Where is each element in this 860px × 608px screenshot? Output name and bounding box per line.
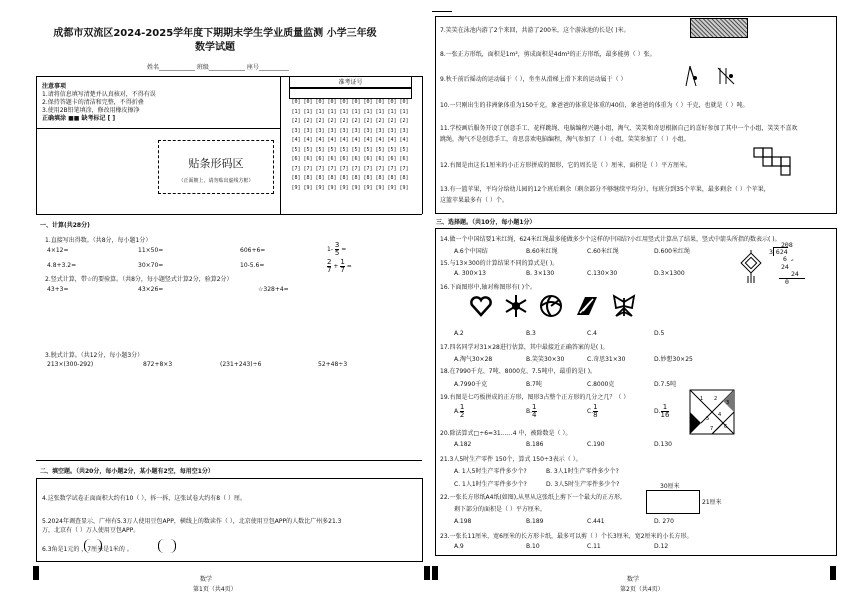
exam-digit-bubble[interactable]: [9] bbox=[375, 184, 385, 191]
q19-option-b[interactable]: B. $\frac{1}{4}$ bbox=[526, 403, 537, 419]
exam-digit-bubble[interactable]: [1] bbox=[327, 108, 337, 115]
q16-text: 16.下面图形中,轴对称图形有( )个。 bbox=[440, 284, 537, 291]
exam-digit-bubble[interactable]: [0] bbox=[363, 99, 373, 105]
swirl-icon bbox=[539, 294, 563, 318]
exam-digit-bubble[interactable]: [6] bbox=[291, 156, 301, 162]
barcode-note: （正面朝上，请勿贴出虚线方框） bbox=[178, 178, 254, 184]
q22-option-b[interactable]: B.189 bbox=[526, 518, 544, 525]
exam-digit-bubble[interactable]: [9] bbox=[363, 184, 373, 191]
q5-text-line1: 5.2024年调查显示，广州有5.3万人使用豆包APP，横线上的数读作（ ），北京使用豆包APP的人数比广州多21.3 bbox=[42, 518, 342, 525]
footer-page: 第2页（共4页） bbox=[620, 586, 664, 593]
q13-text-line1: 13.有一篮苹果，平均分给幼儿园的12个班后剩余（剩余部分不够继续平均分），每班分到35个苹果，最多剩余（ ）个苹果， bbox=[440, 186, 770, 193]
exam-digit-bubble[interactable]: [5] bbox=[363, 146, 373, 153]
q22-width-label: 30厘米 bbox=[660, 483, 680, 490]
q17-text: 17.四名同学对31×28进行估算，其中最接近正确答案的是( )。 bbox=[440, 344, 609, 351]
q3-item-4: 52+48÷3 bbox=[318, 361, 348, 368]
alignment-mark-left bbox=[432, 566, 438, 580]
exam-digit-bubble[interactable]: [7] bbox=[315, 165, 325, 172]
exam-digit-bubble[interactable]: [6] bbox=[339, 156, 349, 162]
q19-option-d[interactable]: D. $\frac{1}{16}$ bbox=[654, 403, 670, 419]
butterfly-icon bbox=[612, 294, 636, 318]
exam-digit-bubble[interactable]: [7] bbox=[351, 165, 361, 172]
exam-digit-bubble[interactable]: [1] bbox=[387, 108, 397, 115]
exam-digit-bubble[interactable]: [4] bbox=[351, 137, 361, 143]
exam-digit-bubble[interactable]: [0] bbox=[291, 99, 301, 105]
exam-digit-bubble[interactable]: [1] bbox=[303, 108, 313, 115]
exam-digit-bubble[interactable]: [0] bbox=[327, 99, 337, 105]
exam-digit-bubble[interactable]: [8] bbox=[291, 175, 301, 181]
exam-digit-bubble[interactable]: [2] bbox=[339, 118, 349, 124]
q23-option-d[interactable]: D.12 bbox=[654, 543, 669, 550]
exam-digit-bubble[interactable]: [9] bbox=[351, 184, 361, 191]
q21-option-b[interactable]: B. 3人1时生产零件多少个? bbox=[546, 468, 619, 475]
exam-digit-bubble[interactable]: [4] bbox=[327, 137, 337, 143]
q22-text-line2: 剩下部分的面积是（ ）平方厘米。 bbox=[454, 506, 546, 513]
exam-digit-bubble[interactable]: [8] bbox=[387, 175, 397, 181]
q14-option-b[interactable]: B.60米红绳 bbox=[526, 248, 558, 255]
exam-digit-bubble[interactable]: [0] bbox=[399, 99, 409, 105]
exam-digit-bubble[interactable]: [7] bbox=[327, 165, 337, 172]
alignment-mark-right bbox=[830, 566, 836, 580]
exam-digit-bubble[interactable]: [3] bbox=[363, 127, 373, 134]
q17-option-c[interactable]: C.奇思31×30 bbox=[587, 356, 626, 363]
exam-digit-bubble[interactable]: [0] bbox=[315, 99, 325, 105]
q12-text: 12.右图是由这长1厘米的小正方形拼成的图形，它的周长是（ ）厘米，面积是（ ）平方厘米。 bbox=[440, 162, 692, 169]
q7-text: 7.笑笑在泳池内游了2个来回，共游了200米，这个游泳池的长是( )米。 bbox=[440, 27, 630, 34]
q6-blank-1[interactable] bbox=[84, 539, 102, 553]
exam-digit-bubble[interactable]: [3] bbox=[327, 127, 337, 134]
exam-digit-bubble[interactable]: [3] bbox=[351, 127, 361, 134]
exam-digit-bubble[interactable]: [6] bbox=[387, 156, 397, 162]
snowflake-icon bbox=[504, 294, 528, 318]
q1-prompt: 1.直接写出得数。（共8分，每小题1分） bbox=[45, 237, 152, 244]
exam-digit-bubble[interactable]: [8] bbox=[339, 175, 349, 181]
q1-item-3: 606+6= bbox=[240, 247, 266, 254]
exam-digit-bubble[interactable]: [8] bbox=[315, 175, 325, 181]
page-right bbox=[432, 0, 860, 608]
exam-digit-bubble[interactable]: [1] bbox=[339, 108, 349, 115]
svg-text:6: 6 bbox=[724, 424, 728, 430]
footer-subject: 数学 bbox=[200, 576, 213, 583]
exam-digit-bubble[interactable]: [5] bbox=[291, 146, 301, 153]
chinese-knot-icon bbox=[738, 250, 766, 284]
q10-text: 10.一只刚出生的非洲象体重为150千克，象爸爸的体重是体重的40倍，象爸爸的体重为（ ）千克，也就是（ ）吨。 bbox=[440, 102, 749, 109]
barcode-title: 贴条形码区 bbox=[188, 157, 244, 170]
exam-digit-bubble[interactable]: [5] bbox=[303, 146, 313, 153]
q22-option-c[interactable]: C.441 bbox=[587, 518, 605, 525]
exam-digit-bubble[interactable]: [1] bbox=[315, 108, 325, 115]
q15-option-d[interactable]: D.3×1300 bbox=[654, 270, 685, 277]
q22-text-line1: 22.一张长方形纸A4纸(如图),从里从这张纸上剪下一个最大的正方形, bbox=[440, 494, 622, 501]
exam-digit-bubble[interactable]: [4] bbox=[303, 137, 313, 143]
exam-digit-bubble[interactable]: [1] bbox=[399, 108, 409, 115]
exam-digit-bubble[interactable]: [8] bbox=[363, 175, 373, 181]
exam-digit-bubble[interactable]: [3] bbox=[375, 127, 385, 134]
exam-digit-bubble[interactable]: [4] bbox=[291, 137, 301, 143]
q20-option-a[interactable]: A.182 bbox=[454, 441, 472, 448]
q1-item-1: 4×12= bbox=[47, 247, 69, 254]
exam-digit-bubble[interactable]: [9] bbox=[327, 184, 337, 191]
q15-option-a[interactable]: A. 300×13 bbox=[454, 270, 486, 277]
q21-text: 21.3人5时生产零件 150个，算式 150÷3表示（ ）。 bbox=[440, 456, 582, 463]
exam-digit-bubble[interactable]: [8] bbox=[303, 175, 313, 181]
exam-number-label: 准考证号 bbox=[289, 76, 412, 89]
q14-option-c[interactable]: C.60米红绳 bbox=[587, 248, 619, 255]
q1-item-4: 1- $\frac{3}{5}$ = bbox=[327, 241, 347, 257]
q15-option-b[interactable]: B. 3×130 bbox=[526, 270, 555, 277]
q2-item-2: 43×26= bbox=[138, 286, 164, 293]
notes-block bbox=[42, 83, 156, 123]
q21-option-a[interactable]: A. 1人5时生产零件多少个? bbox=[454, 468, 527, 475]
exam-digit-bubble[interactable]: [2] bbox=[291, 118, 301, 124]
q3-item-2: 872+8×3 bbox=[143, 361, 173, 368]
q23-option-b[interactable]: B.10 bbox=[526, 543, 540, 550]
exam-digit-bubble[interactable]: [0] bbox=[375, 99, 385, 105]
alignment-mark-right bbox=[424, 566, 430, 580]
q11-text-line2: 跳绳，淘气不是创意手工，奇思喜欢电脑编程，淘气参加了（ ）小组，笑笑参加了（ ）小组。 bbox=[440, 136, 690, 143]
note-3: 3.使用2B铅笔填涂，修改用橡皮擦净 bbox=[42, 107, 140, 114]
q20-text: 20.除法算式□÷6=31……4 中，被除数是（ ）。 bbox=[440, 430, 572, 437]
exam-digit-bubble[interactable]: [6] bbox=[315, 156, 325, 162]
svg-text:5: 5 bbox=[706, 416, 710, 422]
q8-text: 8.一张正方形纸，面积是1m²，剪成面积是4dm²的正方形纸，最多能剪（ ）张。 bbox=[440, 51, 656, 58]
q6-text: 6.3角是1元的 ，7厘米是1米的 。 bbox=[42, 546, 133, 553]
q15-text: 15.与13×300的计算结果不同的算式是( )。 bbox=[440, 260, 559, 267]
q23-option-c[interactable]: C.11 bbox=[587, 543, 601, 550]
exam-digit-bubble[interactable]: [0] bbox=[387, 99, 397, 105]
q20-option-d[interactable]: D.130 bbox=[654, 441, 672, 448]
q2-item-1: 43+3= bbox=[47, 286, 69, 293]
q19-text: 19.右图是七巧板拼成的正方形，图形3占整个正方形的几分之几？（ ） bbox=[440, 394, 630, 401]
exam-digit-bubble[interactable]: [4] bbox=[399, 137, 409, 143]
q22-option-a[interactable]: A.198 bbox=[454, 518, 472, 525]
exam-digit-bubble[interactable]: [9] bbox=[387, 184, 397, 191]
q16-option-b[interactable]: B.3 bbox=[526, 330, 536, 337]
exam-digit-bubble[interactable]: [7] bbox=[375, 165, 385, 172]
q1-item-7: 10-5.6= bbox=[240, 262, 265, 269]
q14-long-division: 208 3 624 6 ↙ 24 24 0 bbox=[769, 242, 805, 286]
q1-item-8: $\frac{2}{7}$ + $\frac{1}{7}$ = bbox=[327, 258, 352, 274]
exam-digit-bubble[interactable]: [5] bbox=[327, 146, 337, 153]
exam-digit-bubble[interactable]: [1] bbox=[291, 108, 301, 115]
footer-page: 第1页（共4页） bbox=[193, 586, 237, 593]
exam-digit-bubble[interactable]: [9] bbox=[315, 184, 325, 191]
q4-text: 4.这张数学试卷正面面积大约有10（ ），拆一拆，这张试卷大约有8（ ）厘。 bbox=[42, 495, 246, 502]
exam-digit-bubble[interactable]: [5] bbox=[399, 146, 409, 153]
q1-item-6: 30×70= bbox=[138, 262, 164, 269]
exam-digit-bubble[interactable]: [8] bbox=[327, 175, 337, 181]
q17-option-d[interactable]: D.妙想30×25 bbox=[654, 356, 693, 363]
exam-digit-bubble[interactable]: [9] bbox=[303, 184, 313, 191]
exam-digit-bubble[interactable]: [4] bbox=[363, 137, 373, 143]
exam-digit-bubble[interactable]: [5] bbox=[339, 146, 349, 153]
tangram-figure bbox=[688, 388, 736, 436]
q22-height-label: 21厘米 bbox=[702, 499, 722, 506]
exam-digit-bubble[interactable]: [6] bbox=[399, 156, 409, 162]
q3-prompt: 3.脱式计算。（共12分，每小题3分） bbox=[45, 352, 144, 359]
q14-option-d[interactable]: D.600米红绳 bbox=[654, 248, 690, 255]
q11-text-line1: 11.学校画后服务开设了创意手工、花样跳绳、电脑编程兴趣小组，淘气、笑笑和奇思根据自己的喜好参加了其中一个小组，笑笑不喜欢 bbox=[440, 125, 798, 132]
exam-digit-bubble[interactable]: [6] bbox=[303, 156, 313, 162]
note-2: 2.保持答题卡的清洁和完整，不得折叠 bbox=[42, 99, 144, 106]
exam-digit-bubble[interactable]: [2] bbox=[327, 118, 337, 124]
exam-digit-bubble[interactable]: [3] bbox=[399, 127, 409, 134]
exam-digit-bubble[interactable]: [8] bbox=[399, 175, 409, 181]
q3-item-1: 213×(300-292) bbox=[47, 361, 94, 368]
exam-digit-bubble[interactable]: [2] bbox=[351, 118, 361, 124]
q16-option-c[interactable]: C.4 bbox=[587, 330, 597, 337]
exam-digit-bubble[interactable]: [0] bbox=[339, 99, 349, 105]
q21-option-c[interactable]: C. 1人1时生产零件多少个? bbox=[454, 481, 527, 488]
exam-number-grid[interactable] bbox=[290, 98, 410, 193]
exam-digit-bubble[interactable]: [1] bbox=[375, 108, 385, 115]
exam-digit-bubble[interactable]: [6] bbox=[375, 156, 385, 162]
q22-option-d[interactable]: D. 270 bbox=[654, 518, 674, 525]
exam-digit-bubble[interactable]: [8] bbox=[375, 175, 385, 181]
exam-digit-bubble[interactable]: [2] bbox=[387, 118, 397, 124]
q12-shape-figure bbox=[752, 146, 800, 176]
exam-digit-bubble[interactable]: [2] bbox=[375, 118, 385, 124]
q20-option-b[interactable]: B.186 bbox=[526, 441, 544, 448]
exam-digit-bubble[interactable]: [7] bbox=[291, 165, 301, 172]
q22-a4-rectangle bbox=[646, 490, 700, 514]
q23-text: 23.一张长11厘米，宽6厘米的长方形卡纸，最多可以剪（ ）个长3厘米，宽2厘米的小长方形。 bbox=[440, 533, 693, 540]
exam-digit-bubble[interactable]: [7] bbox=[399, 165, 409, 172]
q18-option-b[interactable]: B.7吨 bbox=[526, 381, 542, 388]
q19-option-a[interactable]: A. $\frac{1}{2}$ bbox=[454, 403, 465, 419]
exam-digit-bubble[interactable]: [9] bbox=[339, 184, 349, 191]
exam-digit-bubble[interactable]: [3] bbox=[291, 127, 301, 134]
exam-digit-bubble[interactable]: [4] bbox=[339, 137, 349, 143]
svg-text:1: 1 bbox=[700, 396, 704, 402]
exam-digit-bubble[interactable]: [7] bbox=[303, 165, 313, 172]
exam-digit-bubble[interactable]: [7] bbox=[387, 165, 397, 172]
student-info-line: 姓名____________ 班级____________ 座号__________ bbox=[147, 64, 289, 71]
q18-option-c[interactable]: C.8000克 bbox=[587, 381, 615, 388]
exam-digit-bubble[interactable]: [2] bbox=[315, 118, 325, 124]
exam-digit-bubble[interactable]: [1] bbox=[363, 108, 373, 115]
q20-option-c[interactable]: C.190 bbox=[587, 441, 605, 448]
q14-text: 14.做一个中国结要1米红绳，624米红绳最多能做多少个这样的中国结?小红用竖式计算出了结果，竖式中箭头所指的数表示( )。 bbox=[440, 236, 781, 243]
q16-option-a[interactable]: A.2 bbox=[454, 330, 464, 337]
note-fill-sample: 正确填涂 ■■ 缺考标记 [ ] bbox=[42, 115, 116, 122]
q19-option-c[interactable]: C. $\frac{1}{8}$ bbox=[587, 403, 598, 419]
q16-option-d[interactable]: D.5 bbox=[654, 330, 665, 337]
q6-blank-2[interactable] bbox=[158, 539, 176, 553]
alignment-mark-left bbox=[33, 566, 39, 580]
exam-digit-bubble[interactable]: [5] bbox=[351, 146, 361, 153]
svg-text:3: 3 bbox=[726, 400, 730, 406]
exam-digit-bubble[interactable]: [0] bbox=[303, 99, 313, 105]
exam-digit-bubble[interactable]: [3] bbox=[339, 127, 349, 134]
note-1: 1.请将信息填写清楚并认真核对，不得有误 bbox=[42, 91, 156, 98]
exam-digit-bubble[interactable]: [5] bbox=[315, 146, 325, 153]
pool-image bbox=[690, 18, 748, 38]
q17-option-b[interactable]: B.笑笑30×30 bbox=[526, 356, 565, 363]
exam-digit-bubble[interactable]: [2] bbox=[363, 118, 373, 124]
exam-digit-bubble[interactable]: [5] bbox=[375, 146, 385, 153]
q5-text-line2: 万，北京有（ ）万人使用豆包APP。 bbox=[42, 527, 140, 534]
q17-option-a[interactable]: A.淘气30×28 bbox=[454, 356, 493, 363]
exam-digit-bubble[interactable]: [0] bbox=[351, 99, 361, 105]
exam-digit-bubble[interactable]: [2] bbox=[303, 118, 313, 124]
svg-text:7: 7 bbox=[710, 426, 714, 432]
q18-option-a[interactable]: A.7990千克 bbox=[454, 381, 488, 388]
section2-title: 二、填空题。（共20分，每小题2分，某小题有2空，每用空1分） bbox=[40, 468, 214, 475]
exam-digit-bubble[interactable]: [2] bbox=[399, 118, 409, 124]
q1-item-2: 11×50= bbox=[138, 247, 164, 254]
exam-digit-bubble[interactable]: [6] bbox=[351, 156, 361, 162]
q14-option-a[interactable]: A.6个中国结 bbox=[454, 248, 488, 255]
q2-prompt: 2.竖式计算，带☆的要验算。（共8分，每小题竖式计算2分，验算2分） bbox=[45, 276, 233, 283]
exam-digit-bubble[interactable]: [7] bbox=[339, 165, 349, 172]
exam-digit-bubble[interactable]: [9] bbox=[291, 184, 301, 191]
exam-digit-bubble[interactable]: [3] bbox=[387, 127, 397, 134]
exam-digit-bubble[interactable]: [8] bbox=[351, 175, 361, 181]
q15-option-c[interactable]: C.130×30 bbox=[587, 270, 618, 277]
exam-digit-bubble[interactable]: [6] bbox=[363, 156, 373, 162]
q3-item-3: (231+243)÷6 bbox=[220, 361, 262, 368]
section1-title: 一、计算(共28分) bbox=[40, 222, 90, 229]
exam-digit-bubble[interactable]: [5] bbox=[387, 146, 397, 153]
page-title: 成都市双流区2024-2025学年度下期期末学生学业质量监测 小学三年级 数学试题 bbox=[53, 28, 377, 53]
exam-digit-bubble[interactable]: [9] bbox=[399, 184, 409, 191]
exam-digit-bubble[interactable]: [6] bbox=[327, 156, 337, 162]
footer-subject: 数学 bbox=[627, 576, 640, 583]
svg-text:2: 2 bbox=[714, 396, 718, 402]
exam-digit-bubble[interactable]: [4] bbox=[387, 137, 397, 143]
notes-heading: 注意事项 bbox=[42, 83, 67, 90]
exam-digit-bubble[interactable]: [1] bbox=[351, 108, 361, 115]
q2-item-3: ☆328+4= bbox=[258, 286, 289, 293]
q23-option-a[interactable]: A.9 bbox=[454, 543, 464, 550]
stripes-icon bbox=[575, 295, 599, 317]
exam-digit-bubble[interactable]: [3] bbox=[303, 127, 313, 134]
q13-text-line2: 这篮苹果最多有（ ）个。 bbox=[440, 197, 508, 204]
q18-option-d[interactable]: D.7.5吨 bbox=[654, 381, 677, 388]
barcode-area bbox=[158, 140, 274, 194]
q9-text: 9.秋千前后摇动的运动属于（ ），坐坐从滑梯上滑下来的运动属于（ ） bbox=[440, 76, 627, 83]
exam-digit-bubble[interactable]: [7] bbox=[363, 165, 373, 172]
exam-digit-bubble[interactable]: [3] bbox=[315, 127, 325, 134]
section3-title: 三、选择题。（共10分，每小题1分） bbox=[436, 219, 536, 226]
svg-text:4: 4 bbox=[718, 412, 722, 418]
swing-slide-icon bbox=[684, 64, 748, 88]
q21-option-d[interactable]: D. 3人5时生产零件多少个? bbox=[546, 481, 620, 488]
q1-item-5: 4.8+3.2= bbox=[47, 262, 77, 269]
exam-digit-bubble[interactable]: [4] bbox=[315, 137, 325, 143]
exam-digit-bubble[interactable]: [4] bbox=[375, 137, 385, 143]
heart-icon bbox=[470, 295, 492, 317]
q18-text: 18.在7990千克、7吨、8000克、7.5吨中，最重的是( )。 bbox=[440, 368, 597, 375]
